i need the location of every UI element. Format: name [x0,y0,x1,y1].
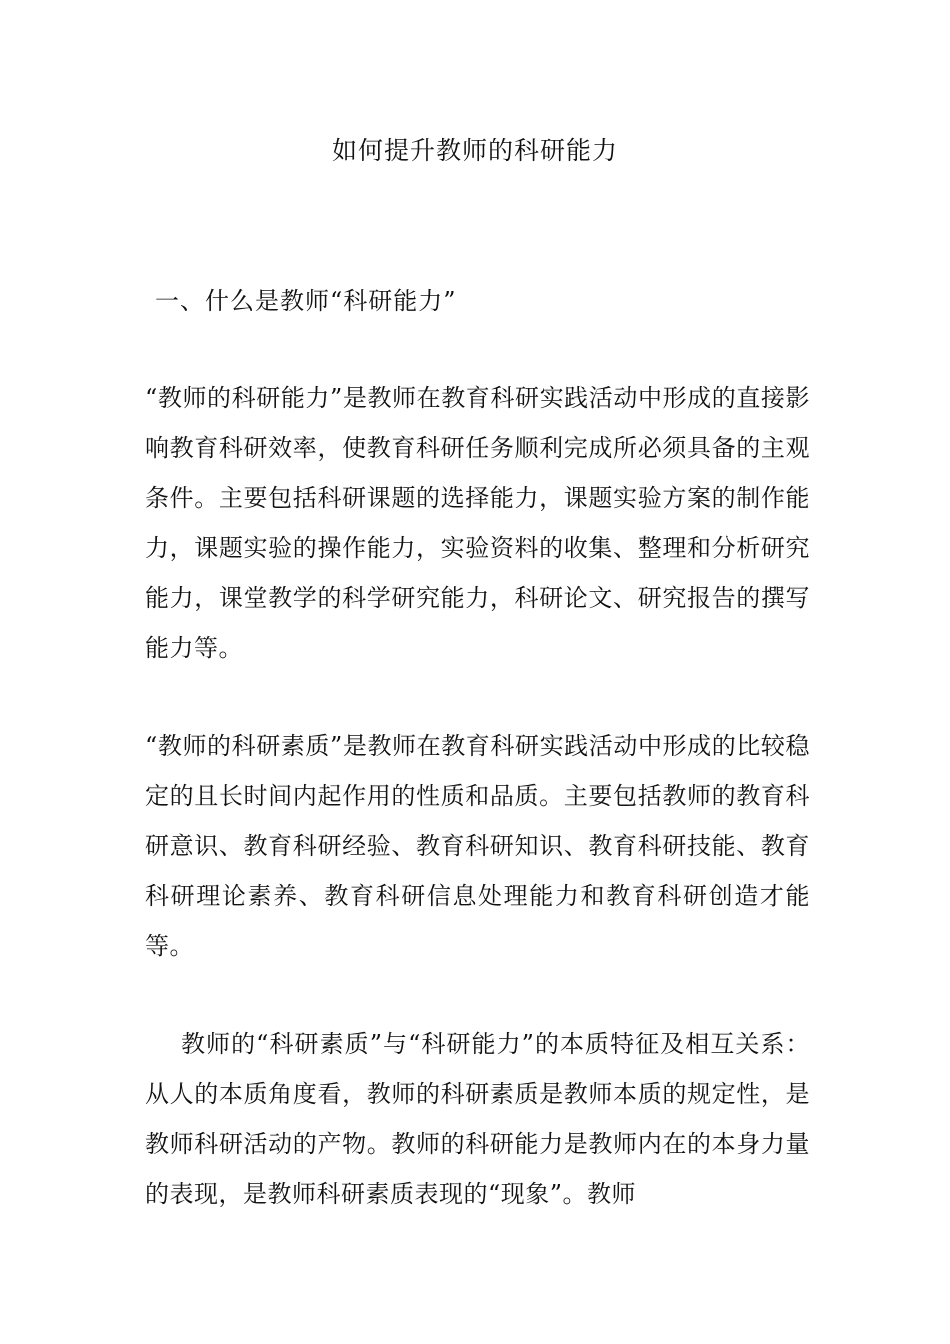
paragraph-research-quality: “教师的科研素质”是教师在教育科研实践活动中形成的比较稳定的且长时间内起作用的性质和品质。主要包括教师的教育科研意识、教育科研经验、教育科研知识、教育科研技能、教育科研理论素养、教育科研信息处理能力和教育科研创造才能等。 [145,732,810,960]
document-title: 如何提升教师的科研能力 [331,136,618,165]
paragraph-relationship: 教师的“科研素质”与“科研能力”的本质特征及相互关系：从人的本质角度看，教师的科研素质是教师本质的规定性，是教师科研活动的产物。教师的科研能力是教师内在的本身力量的表现，是教师科研素质表现的“现象”。教师 [145,1030,810,1208]
paragraph-research-ability: “教师的科研能力”是教师在教育科研实践活动中形成的直接影响教育科研效率，使教育科研任务顺利完成所必须具备的主观条件。主要包括科研课题的选择能力，课题实验方案的制作能力，课题实验的操作能力，实验资料的收集、整理和分析研究能力，课堂教学的科学研究能力，科研论文、研究报告的撰写能力等。 [145,384,810,662]
section-heading: 一、什么是教师“科研能力” [155,287,457,315]
